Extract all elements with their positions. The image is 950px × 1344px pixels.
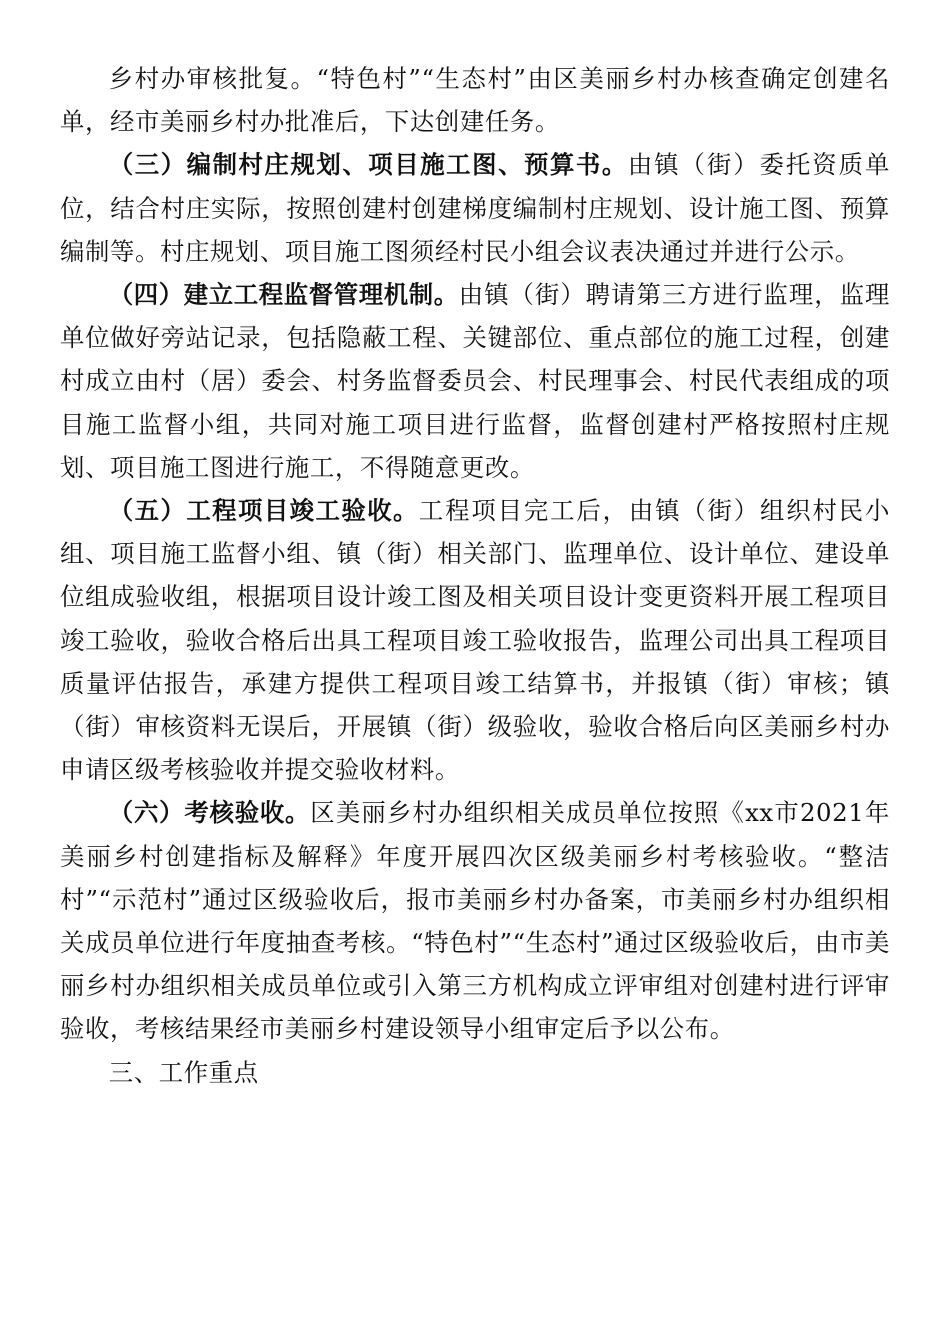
- paragraph-approval: [60, 57, 890, 143]
- paragraph-heading: （六）考核验收。: [108, 798, 311, 828]
- paragraph-heading: （五）工程项目竣工验收。: [108, 496, 419, 526]
- paragraph-assessment: [60, 791, 890, 1050]
- paragraph-heading: （三）编制村庄规划、项目施工图、预算书。: [108, 150, 628, 180]
- document-body: [60, 57, 890, 1094]
- paragraph-text: 由镇（街）委托资质单位，结合村庄实际，按照创建村创建梯度编制村庄规划、设计施工图、预算编制等。村庄规划、项目施工图须经村民小组会议表决通过并进行公示。: [60, 150, 890, 266]
- paragraph-text: 乡村办审核批复。“特色村”“生态村”由区美丽乡村办核查确定创建名单，经市美丽乡村办批准后，下达创建任务。: [60, 64, 890, 137]
- section-title: 三、工作重点: [108, 1057, 259, 1087]
- paragraph-text: 由镇（街）聘请第三方进行监理，监理单位做好旁站记录，包括隐蔽工程、关键部位、重点部位的施工过程，创建村成立由村（居）委会、村务监督委员会、村民理事会、村民代表组成的项目施工监督小组，共同对施工项目进行监督，监督创建村严格按照村庄规划、项目施工图进行施工，不得随意更改。: [60, 280, 890, 482]
- paragraph-planning: [60, 143, 890, 273]
- paragraph-completion-acceptance: [60, 489, 890, 791]
- paragraph-text: 区美丽乡村办组织相关成员单位按照《xx市2021年美丽乡村创建指标及解释》年度开展四次区级美丽乡村考核验收。“整洁村”“示范村”通过区级验收后，报市美丽乡村办备案，市美丽乡村办组织相关成员单位进行年度抽查考核。“特色村”“生态村”通过区级验收后，由市美丽乡村办组织相关成员单位或引入第三方机构成立评审组对创建村进行评审验收，考核结果经市美丽乡村建设领导小组审定后予以公布。: [60, 798, 890, 1044]
- paragraph-text: 工程项目完工后，由镇（街）组织村民小组、项目施工监督小组、镇（街）相关部门、监理单位、设计单位、建设单位组成验收组，根据项目设计竣工图及相关项目设计变更资料开展工程项目竣工验收，验收合格后出具工程项目竣工验收报告，监理公司出具工程项目质量评估报告，承建方提供工程项目竣工结算书，并报镇（街）审核；镇（街）审核资料无误后，开展镇（街）级验收，验收合格后向区美丽乡村办申请区级考核验收并提交验收材料。: [60, 496, 890, 785]
- paragraph-supervision: [60, 273, 890, 489]
- paragraph-heading: （四）建立工程监督管理机制。: [108, 280, 459, 310]
